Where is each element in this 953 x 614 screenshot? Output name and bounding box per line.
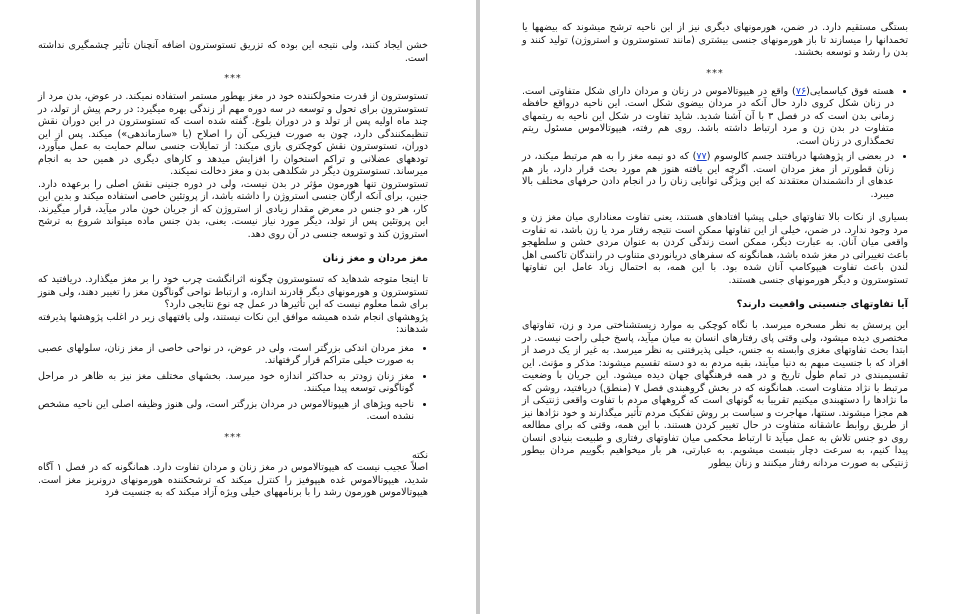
section-divider-stars: *** — [224, 431, 242, 443]
section-heading-brains: مغز مردان و مغز زنان — [322, 253, 428, 264]
list-item-text: هسته فوق کیاسمایی( — [806, 85, 895, 97]
left-paragraph-2: تستوسترون از قدرت متحولکننده خود در مغز بهطور مستمر استفاده نمیکند. در عوض، بدن مرد از تستوسترون برای تحول و توسعه در سه دوره مهم از زندگی بهره میگیرد: در رحم پیش از تولد، در چند ماه اولیه پس از تولد و در دوران بلوغ. گفته شده است که تستوسترون در این دوران نقش تنظیمکنندگی دارد، چون به صورت فیزیکی آن را اصلاح (یا «سازماندهی») میکند. پس از این دوران، تستوسترون نقش کوچکتری بازی میکند: از تمایلات جنسی سالم حمایت به عمل میآورد، تودههای عضلانی و تراکم استخوان را افزایش میدهد و کارهای دیگری در همین حد به انجام میرساند. تستوسترون دیگر در شکلدهی بدن و مغز دخالت نمیکند. — [38, 91, 428, 177]
list-item — [522, 151, 894, 201]
section-divider-stars: *** — [706, 67, 724, 79]
list-item — [522, 86, 894, 149]
section-divider-stars: *** — [224, 73, 242, 84]
left-paragraph-3: تستوسترون تنها هورمون مؤثر در بدن نیست، ولی در دوره جنینی نقش اصلی را برعهده دارد. جنین، برای آنکه ارگان جنسی استروژن را داشته باشد، از پروتئین خاصی استفاده میکند و بدین این کار، هر دو جنس در معرض مقدار زیادی از استروژن که از جریان خون مادر میآید، قرار میگیرند. این پروتئین پس از تولد، دیگر مورد نیاز نیست. یعنی، بدن جنس ماده میتواند شروع به ترشح استروژن کند و توسعه جنسی در آن روی دهد. — [38, 178, 428, 240]
left-page — [0, 0, 476, 614]
right-paragraph-intro: بستگی مستقیم دارد. در ضمن، هورمونهای دیگری نیز از این ناحیه ترشح میشوند که بیضهها یا تخمدانها را میسازند تا باز هورمونهای جنسی بیشتری (مانند تستوسترون و استروژن) تولید کنند و بدن را رشد و توسعه بخشند. — [522, 22, 908, 58]
hypothalamus-list — [522, 86, 908, 202]
right-paragraph-2: بسیاری از نکات بالا تفاوتهای خیلی پیشپا افتادهای هستند، یعنی تفاوت معناداری میان مغز زن و مرد وجود ندارد. در ضمن، خیلی از این تفاوتها ممکن است نتیجه رفتار مرد یا زن باشد، نه تفاوت واقعی میان آنان. به عبارت دیگر، ممکن است زندگی کردن به عنوان مردی خشن و سلطهجو باعث تغییراتی در مغز شده باشد، همانگونه که سفرهای دریانوردی متناوب در رانندگان تاکسی اهل لندن باعث تفاوت هیپوکامپ آنان شده بود. با این همه، به احتمال زیاد عامل این تفاوتها تستوسترون و دیگر هورمونهای جنسی هستند. — [522, 212, 908, 286]
left-paragraph-4: تا اینجا متوجه شدهاید که تستوسترون چگونه اثرانگشت چرب خود را بر مغز میگذارد. دریافتید که تستوسترون و هورمونهای دیگر قادرند اندازه، و ارتباط نواحی گوناگون مغز را تغییر دهند، ولی هنوز برای شما معلوم نیست که این تأثیرها در عمل چه نوع نتایجی دارد؟ — [38, 274, 428, 310]
findings-list — [38, 343, 428, 424]
right-page — [480, 0, 953, 614]
list-item-text: ) که دو نیمه مغز را به هم مرتبط میکند، در زنان قطورتر از مغز مردان است. اگرچه این یافته هنوز هم مورد بحث قرار دارد، باز هم عدهای از دانشمندان معتقدند که این ویژگی توانایی زنان را در انجام دادن حرفهای مختلف بالا میبرد. — [522, 151, 894, 200]
list-item: • ناحیه ویژهای از هیپوتالاموس در مردان بزرگتر است، ولی هنوز وظیفه اصلی این ناحیه مشخص نشده است. — [38, 399, 414, 424]
list-item-text: در بعضی از پژوهشها دریافتند جسم کالوسوم ( — [706, 151, 894, 162]
footnote-link[interactable]: ۷۷ — [696, 151, 707, 162]
left-paragraph-5: پژوهشهای انجام شده همیشه موافق این نکات نیستند، ولی یافتههای زیر در اغلب پژوهشها پذیرفته شدهاند: — [38, 311, 428, 335]
note-text: اصلاً عجیب نیست که هیپوتالاموس در مغز زنان و مردان تفاوت دارد. همانگونه که در فصل ۱ آگاه شدید، هیپوتالاموس غده هیپوفیز را کنترل میکند که ترشحکننده هورمونهای درونریز مغز است. هیپوتالاموس هورمون رشد را با برنامههای خیلی ویژه آزاد میکند که به جنسیت فرد — [38, 462, 428, 498]
list-item: • مغز زنان زودتر به حداکثر اندازه خود میرسد. بخشهای مختلف مغز نیز به ظاهر در مراحل گوناگونی توسعه پیدا میکنند. — [38, 371, 414, 396]
list-item-text: ) واقع در هیپوتالاموس در زنان و مردان دارای شکل متفاوتی است. در زنان شکل کروی دارد حال آنکه در مردان بیضوی شکل است. این ناحیه درواقع حافظه زمانی بدن است که در فصل ۳ با آن آشنا شدید. شاید تفاوت در شکل این ناحیه به ریتمهای متفاوت در بدن زن و مرد ارتباط داشته باشد. روی هم رفته، هیپوتالاموس مسئول ریتم تخمگذاری در زنان است. — [522, 85, 894, 147]
footnote-link[interactable]: ۷۶ — [795, 85, 807, 97]
left-paragraph-1: خشن ایجاد کنند، ولی نتیجه این بوده که تزریق تستوسترون اضافه آنچنان تأثیر چشمگیری نداشته است. — [38, 40, 428, 64]
section-heading-differences: آیا تفاوتهای جنسیتی واقعیت دارند؟ — [736, 299, 908, 310]
right-paragraph-3: این پرسش به نظر مسخره میرسد. با نگاه کوچکی به موارد زیستشناختی مرد و زن، تفاوتهای مختصری دیده میشود، ولی وقتی پای رفتارهای انسان به میان میآید، پاسخ خیلی راحت نیست. در ابتدا بحث تفاوتهای مغزی وابسته به جنس، خیلی پذیرفتنی به نظر میرسد. به غیر از یک درصد از افراد که با جنسیت مبهم به دنیا میآیند، بقیه مردم به دو دسته تقسیم میشوند: مذکر و مؤنث. این تقسیمبندی در تمام طول تاریخ و در همه فرهنگهای جهان دیده میشود. این جریان با وضعیت مرتبط با نژاد متفاوت است. همانگونه که در بخش گروهبندی فصل ۷ (منطق) دریافتید، روشن که ما نژادها را دستهبندی میکنیم تقریبا به گونهای است که گروههای مردم با تفاوت واقعی ژنتیکی از هم مجزا میشوند. سنتها، مهاجرت و سیاست بر روش تفکیک مردم تأثیر میگذارند و خود نژادها نیز از طریق روابط عاشقانه متفاوت در حال تغییر کردن هستند. با این همه، وقتی که برای مطالعه روی دو جنس تلاش به عمل میآید تا ارتباط محکمی میان تفاوتهای رفتاری و طبیعت بنیادی انسان پیدا کنیم، به سرعت دچار بنبست میشویم. به عبارتی، هر بار میخواهیم بگوییم مردان بیطور ژنتیکی به صورت مردانه رفتار میکنند و زنان بیطور — [522, 320, 908, 469]
list-item: • مغز مردان اندکی بزرگتر است، ولی در عوض، در نواحی خاصی از مغز زنان، سلولهای عصبی به صورت خیلی متراکم قرار گرفتهاند. — [38, 343, 414, 368]
note-label: نکته — [411, 449, 428, 461]
